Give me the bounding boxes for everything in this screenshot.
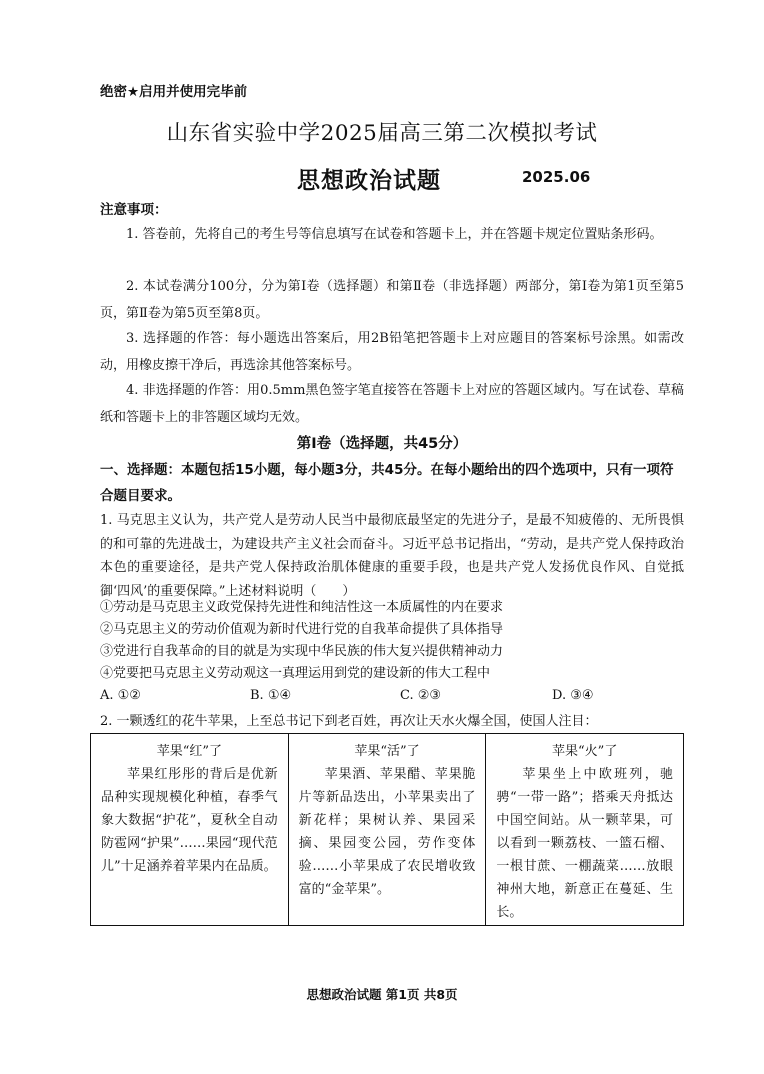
- subject-title: 思想政治试题: [297, 168, 441, 194]
- question-1-stem: 1. 马克思主义认为，共产党人是劳动人民当中最彻底最坚定的先进分子，是最不知疲倦的、无所畏惧的和可靠的先进战士，为建设共产主义社会而奋斗。习近平总书记指出，“劳动，是共产党人保持政治本色的重要途径，是共产党人保持政治肌体健康的重要手段，也是共产党人发扬优良作风、自觉抵御‘四风’的重要保障。”上述材料说明（ ）: [100, 513, 684, 599]
- part-heading: 一、选择题：本题包括15小题，每小题3分，共45分。在每小题给出的四个选项中，只有一项符合题目要求。: [100, 462, 674, 504]
- notice-item-2: 2. 本试卷满分100分，分为第Ⅰ卷（选择题）和第Ⅱ卷（非选择题）两部分，第Ⅰ卷为第1页至第5页，第Ⅱ卷为第5页至第8页。: [100, 279, 684, 321]
- notice-heading: 注意事项：: [100, 202, 168, 218]
- q1-statement-4: ④党要把马克思主义劳动观这一真理运用到党的建设新的伟大工程中: [100, 666, 491, 681]
- page-footer: 思想政治试题 第1页 共8页: [306, 987, 458, 1002]
- q2-box-title: 苹果“活”了: [354, 744, 420, 759]
- q2-material-box-hot: [485, 734, 683, 925]
- exam-school-title: 山东省实验中学2025届高三第二次模拟考试: [166, 121, 598, 146]
- q1-choice-d: D. ③④: [552, 688, 594, 703]
- q1-choice-b: B. ①④: [250, 688, 292, 703]
- confidential-label: 绝密★启用并使用完毕前: [100, 84, 248, 100]
- q2-material-table: [90, 733, 684, 926]
- notice-item-4: 4. 非选择题的作答：用0.5mm黑色签字笔直接答在答题卡上对应的答题区域内。写在试卷、草稿纸和答题卡上的非答题区域均无效。: [100, 383, 684, 425]
- q2-material-box-red: [91, 734, 288, 925]
- q1-statement-1: ①劳动是马克思主义政党保持先进性和纯洁性这一本质属性的内在要求: [100, 600, 504, 615]
- q2-box-title: 苹果“红”了: [156, 744, 222, 759]
- question-2-stem: 2. 一颗透红的花牛苹果，上至总书记下到老百姓，再次让天水火爆全国，使国人注目：: [100, 714, 598, 729]
- q1-choice-c: C. ②③: [400, 688, 442, 703]
- q1-statement-2: ②马克思主义的劳动价值观为新时代进行党的自我革命提供了具体指导: [100, 622, 504, 637]
- section-title: 第Ⅰ卷（选择题，共45分）: [296, 436, 468, 452]
- q2-box-body: 苹果坐上中欧班列，驰骋“一带一路”；搭乘天舟抵达中国空间站。从一颗苹果，可以看到一颗荔枝、一篮石榴、一根甘蔗、一棚蔬菜……放眼神州大地，新意正在蔓延、生长。: [496, 767, 674, 920]
- notice-item-3: 3. 选择题的作答：每小题选出答案后，用2B铅笔把答题卡上对应题目的答案标号涂黑。如需改动，用橡皮擦干净后，再选涂其他答案标号。: [100, 331, 684, 373]
- q1-statement-3: ③党进行自我革命的目的就是为实现中华民族的伟大复兴提供精神动力: [100, 644, 504, 659]
- q1-choice-a: A. ①②: [100, 688, 141, 703]
- q2-material-box-alive: [288, 734, 486, 925]
- q2-box-title: 苹果“火”了: [552, 744, 618, 759]
- exam-date: 2025.06: [522, 168, 591, 186]
- q2-box-body: 苹果酒、苹果醋、苹果脆片等新品迭出，小苹果卖出了新花样；果树认养、果园采摘、果园变公园，劳作变体验……小苹果成了农民增收致富的“金苹果”。: [298, 767, 476, 897]
- notice-item-1: 1. 答卷前，先将自己的考生号等信息填写在试卷和答题卡上，并在答题卡规定位置贴条形码。: [126, 227, 663, 242]
- q2-box-body: 苹果红彤彤的背后是优新品种实现规模化种植，春季气象大数据“护花”，夏秋全自动防雹网“护果”……果园“现代范儿”十足涵养着苹果内在品质。: [101, 767, 278, 874]
